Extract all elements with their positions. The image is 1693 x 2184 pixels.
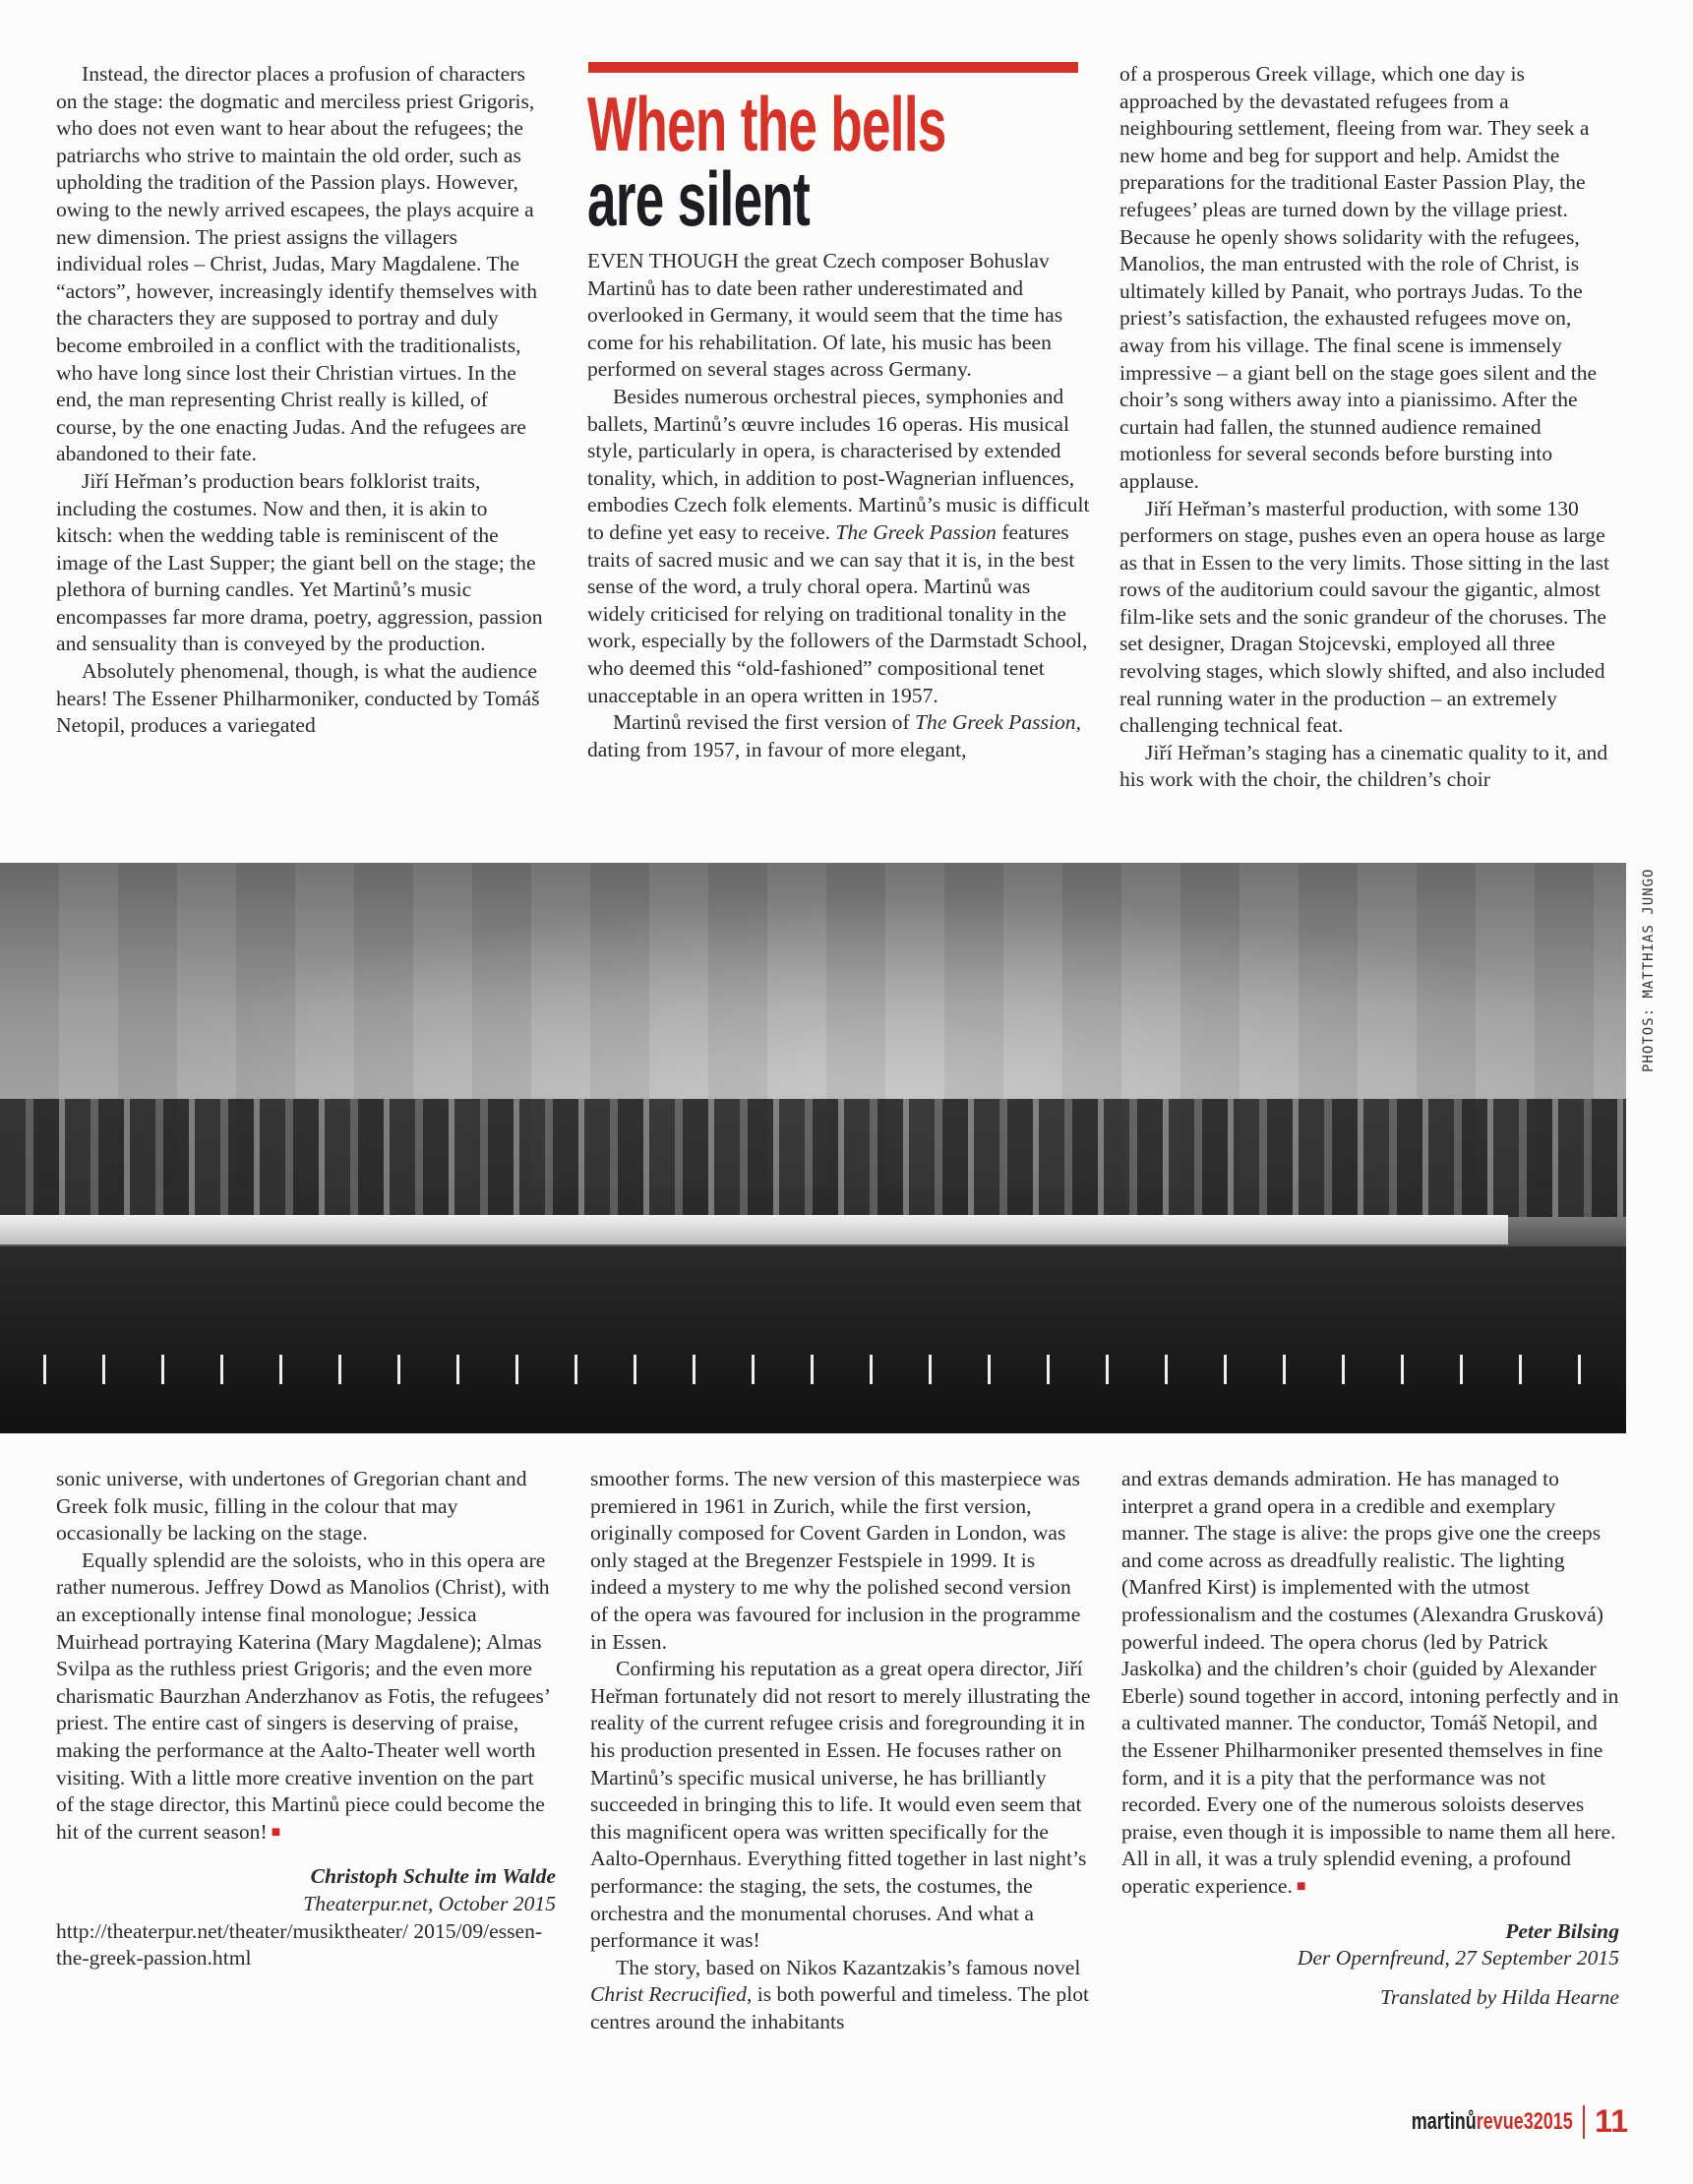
page-number: 11: [1595, 2103, 1628, 2139]
text-run: and extras demands admiration. He has managed to interpret a grand opera in a credible and exemplary manner. The stage is alive: the props give one the creeps and come across as dreadfully realistic. The lighting (Manfred Kirst) is implemented with the utmost professionalism and the costumes (Alexandra Grusková) powerful indeed. The opera chorus (led by Patrick Jaskolka) and the children’s choir (guided by Alexander Eberle) sound together in accord, intoning perfectly and in a cultivated manner. The conductor, Tomáš Netopil, and the Essener Philharmoniker presented themselves in fine form, and it is a pity that the performance was not recorded. Every one of the numerous soloists deserves praise, even though it is impossible to name them all here. All in all, it was a truly splendid evening, a profound operatic experience.: [1121, 1467, 1619, 1898]
paragraph: [587, 709, 1091, 763]
paragraph: [56, 1547, 556, 1847]
text-run: of a prosperous Greek village, which one day is approached by the devastated refugees from a neighbouring settlement, fleeing from war. They seek a new home and beg for support and help. Amidst the preparations for the traditional Easter Passion Play, the refugees’ pleas are turned down by the village priest. Because he openly shows solidarity with the refugees, Manolios, the man entrusted with the role of Christ, is ultimately killed by Panait, who portrays Judas. To the priest’s satisfaction, the exhausted refugees move on, away from his village. The final scene is immensely impressive – a giant bell on the stage goes silent and the choir’s song withers away into a pianissimo. After the curtain had fallen, the stunned audience remained motionless for several seconds before bursting into applause.: [1119, 62, 1598, 493]
paragraph: [590, 1656, 1094, 1955]
end-mark-icon: ■: [271, 1823, 281, 1841]
paragraph: [56, 1466, 556, 1547]
column-3-bottom: [1121, 1466, 1619, 2011]
text-run: Instead, the director places a profusion of characters on the stage: the dogmatic and merciless priest Grigoris, who does not even want to hear about the refugees; the patriarchs who strive to maintain the old order, such as upholding the tradition of the Passion plays. However, owing to the newly arrived escapees, the plays acquire a new dimension. The priest assigns the villagers individual roles – Christ, Judas, Mary Magdalene. The “actors”, however, increasingly identify themselves with the characters they are supposed to portray and duly become embroiled in a conflict with the traditionalists, who have long since lost their Christian virtues. In the end, the man representing Christ really is killed, of course, by the one enacting Judas. And the refugees are abandoned to their fate.: [56, 62, 538, 466]
column-2-bottom: [590, 1466, 1094, 2035]
column-3-bottom-text: [1121, 1466, 1619, 1901]
source-url[interactable]: http://theaterpur.net/theater/musiktheater/ 2015/09/essen-the-greek-passion.html: [56, 1918, 543, 1971]
magazine-logo: martinůrevue32015: [1412, 2107, 1574, 2135]
column-3-top: [1119, 61, 1617, 794]
byline-source: Der Opernfreund, 27 September 2015: [1297, 1946, 1619, 1971]
text-run: dating from 1957, in favour of more elegant,: [587, 737, 967, 761]
paragraph: [590, 1955, 1094, 2036]
photo-credit: PHOTOS: MATTHIAS JUNGO: [1641, 868, 1657, 1072]
footer-divider: [1583, 2105, 1585, 2139]
byline: [56, 1863, 556, 1917]
text-run: The story, based on Nikos Kazantzakis’s famous novel: [616, 1955, 1081, 1979]
byline-author: Christoph Schulte im Walde: [310, 1864, 556, 1889]
italic-title: Christ Recrucified: [590, 1982, 747, 2007]
italic-title: The Greek Passion,: [915, 710, 1081, 735]
headline: [587, 81, 946, 242]
paragraph: [1119, 740, 1617, 794]
byline-author: Peter Bilsing: [1505, 1918, 1619, 1943]
byline-source: Theaterpur.net, October 2015: [303, 1891, 556, 1915]
headline-line-2: are silent: [587, 155, 811, 242]
photo-floor: [0, 1246, 1626, 1433]
text-run: Jiří Heřman’s production bears folklorist traits, including the costumes. Now and then, it is akin to kitsch: when the wedding table is reminiscent of the image of the Last Supper; the giant bell on the stage; the plethora of burning candles. Yet Martinů’s music encompasses far more drama, poetry, aggression, passion and sensuality than is conveyed by the production.: [56, 468, 543, 656]
text-run: Jiří Heřman’s staging has a cinematic quality to it, and his work with the choir, the children’s choir: [1119, 740, 1608, 792]
paragraph: [590, 1466, 1094, 1656]
paragraph: [1119, 496, 1617, 740]
text-run: Equally splendid are the soloists, who in this opera are rather numerous. Jeffrey Dowd as Manolios (Christ), with an exceptionally intense final monologue; Jessica Muirhead portraying Katerina (Mary Magdalene); Almas Svilpa as the ruthless priest Grigoris; and the even more charismatic Baurzhan Anderzhanov as Fotis, the refugees’ priest. The entire cast of singers is deserving of praise, making the performance at the Aalto-Theater well worth visiting. With a little more creative invention on the part of the stage director, this Martinů piece could become the hit of the current season!: [56, 1547, 550, 1844]
headline-line-1: When the bells: [587, 81, 946, 167]
text-run: Besides numerous orchestral pieces, symphonies and ballets, Martinů’s œuvre includes 16 operas. His musical style, particularly in opera, is characterised by extended tonality, which, in addition to post-Wagnerian influences, embodies Czech folk elements. Martinů’s music is difficult to define yet easy to receive.: [587, 384, 1090, 544]
headline-rule: [588, 62, 1078, 73]
paragraph: [56, 468, 546, 658]
text-run: smoother forms. The new version of this masterpiece was premiered in 1961 in Zurich, while the first version, originally composed for Covent Garden in London, was only staged at the Bregenzer Festspiele in 1999. It is indeed a mystery to me why the polished second version of the opera was favoured for inclusion in the programme in Essen.: [590, 1467, 1081, 1654]
stage-photo: [0, 863, 1626, 1433]
text-run: , is both powerful and timeless. The plot centres around the inhabitants: [590, 1982, 1089, 2033]
paragraph: [587, 384, 1091, 709]
text-run: Absolutely phenomenal, though, is what the audience hears! The Essener Philharmoniker, conducted by Tomáš Netopil, produces a variegated: [56, 659, 540, 738]
paragraph: [587, 248, 1091, 384]
column-1-bottom: [56, 1466, 556, 1972]
column-1-bottom-text: [56, 1466, 556, 1846]
byline: [1121, 1918, 1619, 2012]
end-mark-icon: ■: [1296, 1877, 1306, 1895]
column-2-top: [587, 248, 1091, 763]
italic-title: The Greek Passion: [835, 519, 997, 544]
text-run: sonic universe, with undertones of Gregorian chant and Greek folk music, filling in the colour that may occasionally be lacking on the stage.: [56, 1467, 527, 1546]
photo-candles: [0, 1355, 1626, 1384]
text-run: Confirming his reputation as a great opera director, Jiří Heřman fortunately did not resort to merely illustrating the reality of the current refugee crisis and foregrounding it in his production presented in Essen. He focuses rather on Martinů’s specific musical universe, he has brilliantly succeeded in bringing this to life. It would even seem that this magnificent opera was written specifically for the Aalto-Opernhaus. Everything fitted together in last night’s performance: the staging, the sets, the costumes, the orchestra and the monumental choruses. And what a performance it was!: [590, 1657, 1091, 1953]
text-run: Martinů revised the first version of: [613, 710, 916, 735]
text-run: EVEN THOUGH the great Czech composer Bohuslav Martinů has to date been rather underestimated and overlooked in Germany, it would seem that the time has come for his rehabilitation. Of late, his music has been performed on several stages across Germany.: [587, 249, 1063, 382]
column-1-top: [56, 61, 546, 740]
page-footer: [1358, 2103, 1628, 2140]
text-run: features traits of sacred music and we can say that it is, in the best sense of the word, a truly choral opera. Martinů was widely criticised for relying on traditional tonality in the work, especially by the followers of the Darmstadt School, who deemed this “old-fashioned” compositional tenet unacceptable in an opera written in 1957.: [587, 519, 1088, 707]
paragraph: [1119, 61, 1617, 496]
text-run: Jiří Heřman’s masterful production, with some 130 performers on stage, pushes even an opera house as large as that in Essen to the very limits. Those sitting in the last rows of the auditorium could savour the gigantic, almost film-like sets and the sonic grandeur of the choruses. The set designer, Dragan Stojcevski, employed all three revolving stages, which slowly shifted, and also included real running water in the production – an extremely challenging technical feat.: [1119, 496, 1610, 738]
paragraph: [56, 658, 546, 740]
photo-table: [0, 1215, 1508, 1244]
paragraph: [1121, 1466, 1619, 1901]
byline-translator: Translated by Hilda Hearne: [1380, 1984, 1619, 2009]
paragraph: [56, 61, 546, 468]
photo-cast: [0, 1099, 1626, 1217]
